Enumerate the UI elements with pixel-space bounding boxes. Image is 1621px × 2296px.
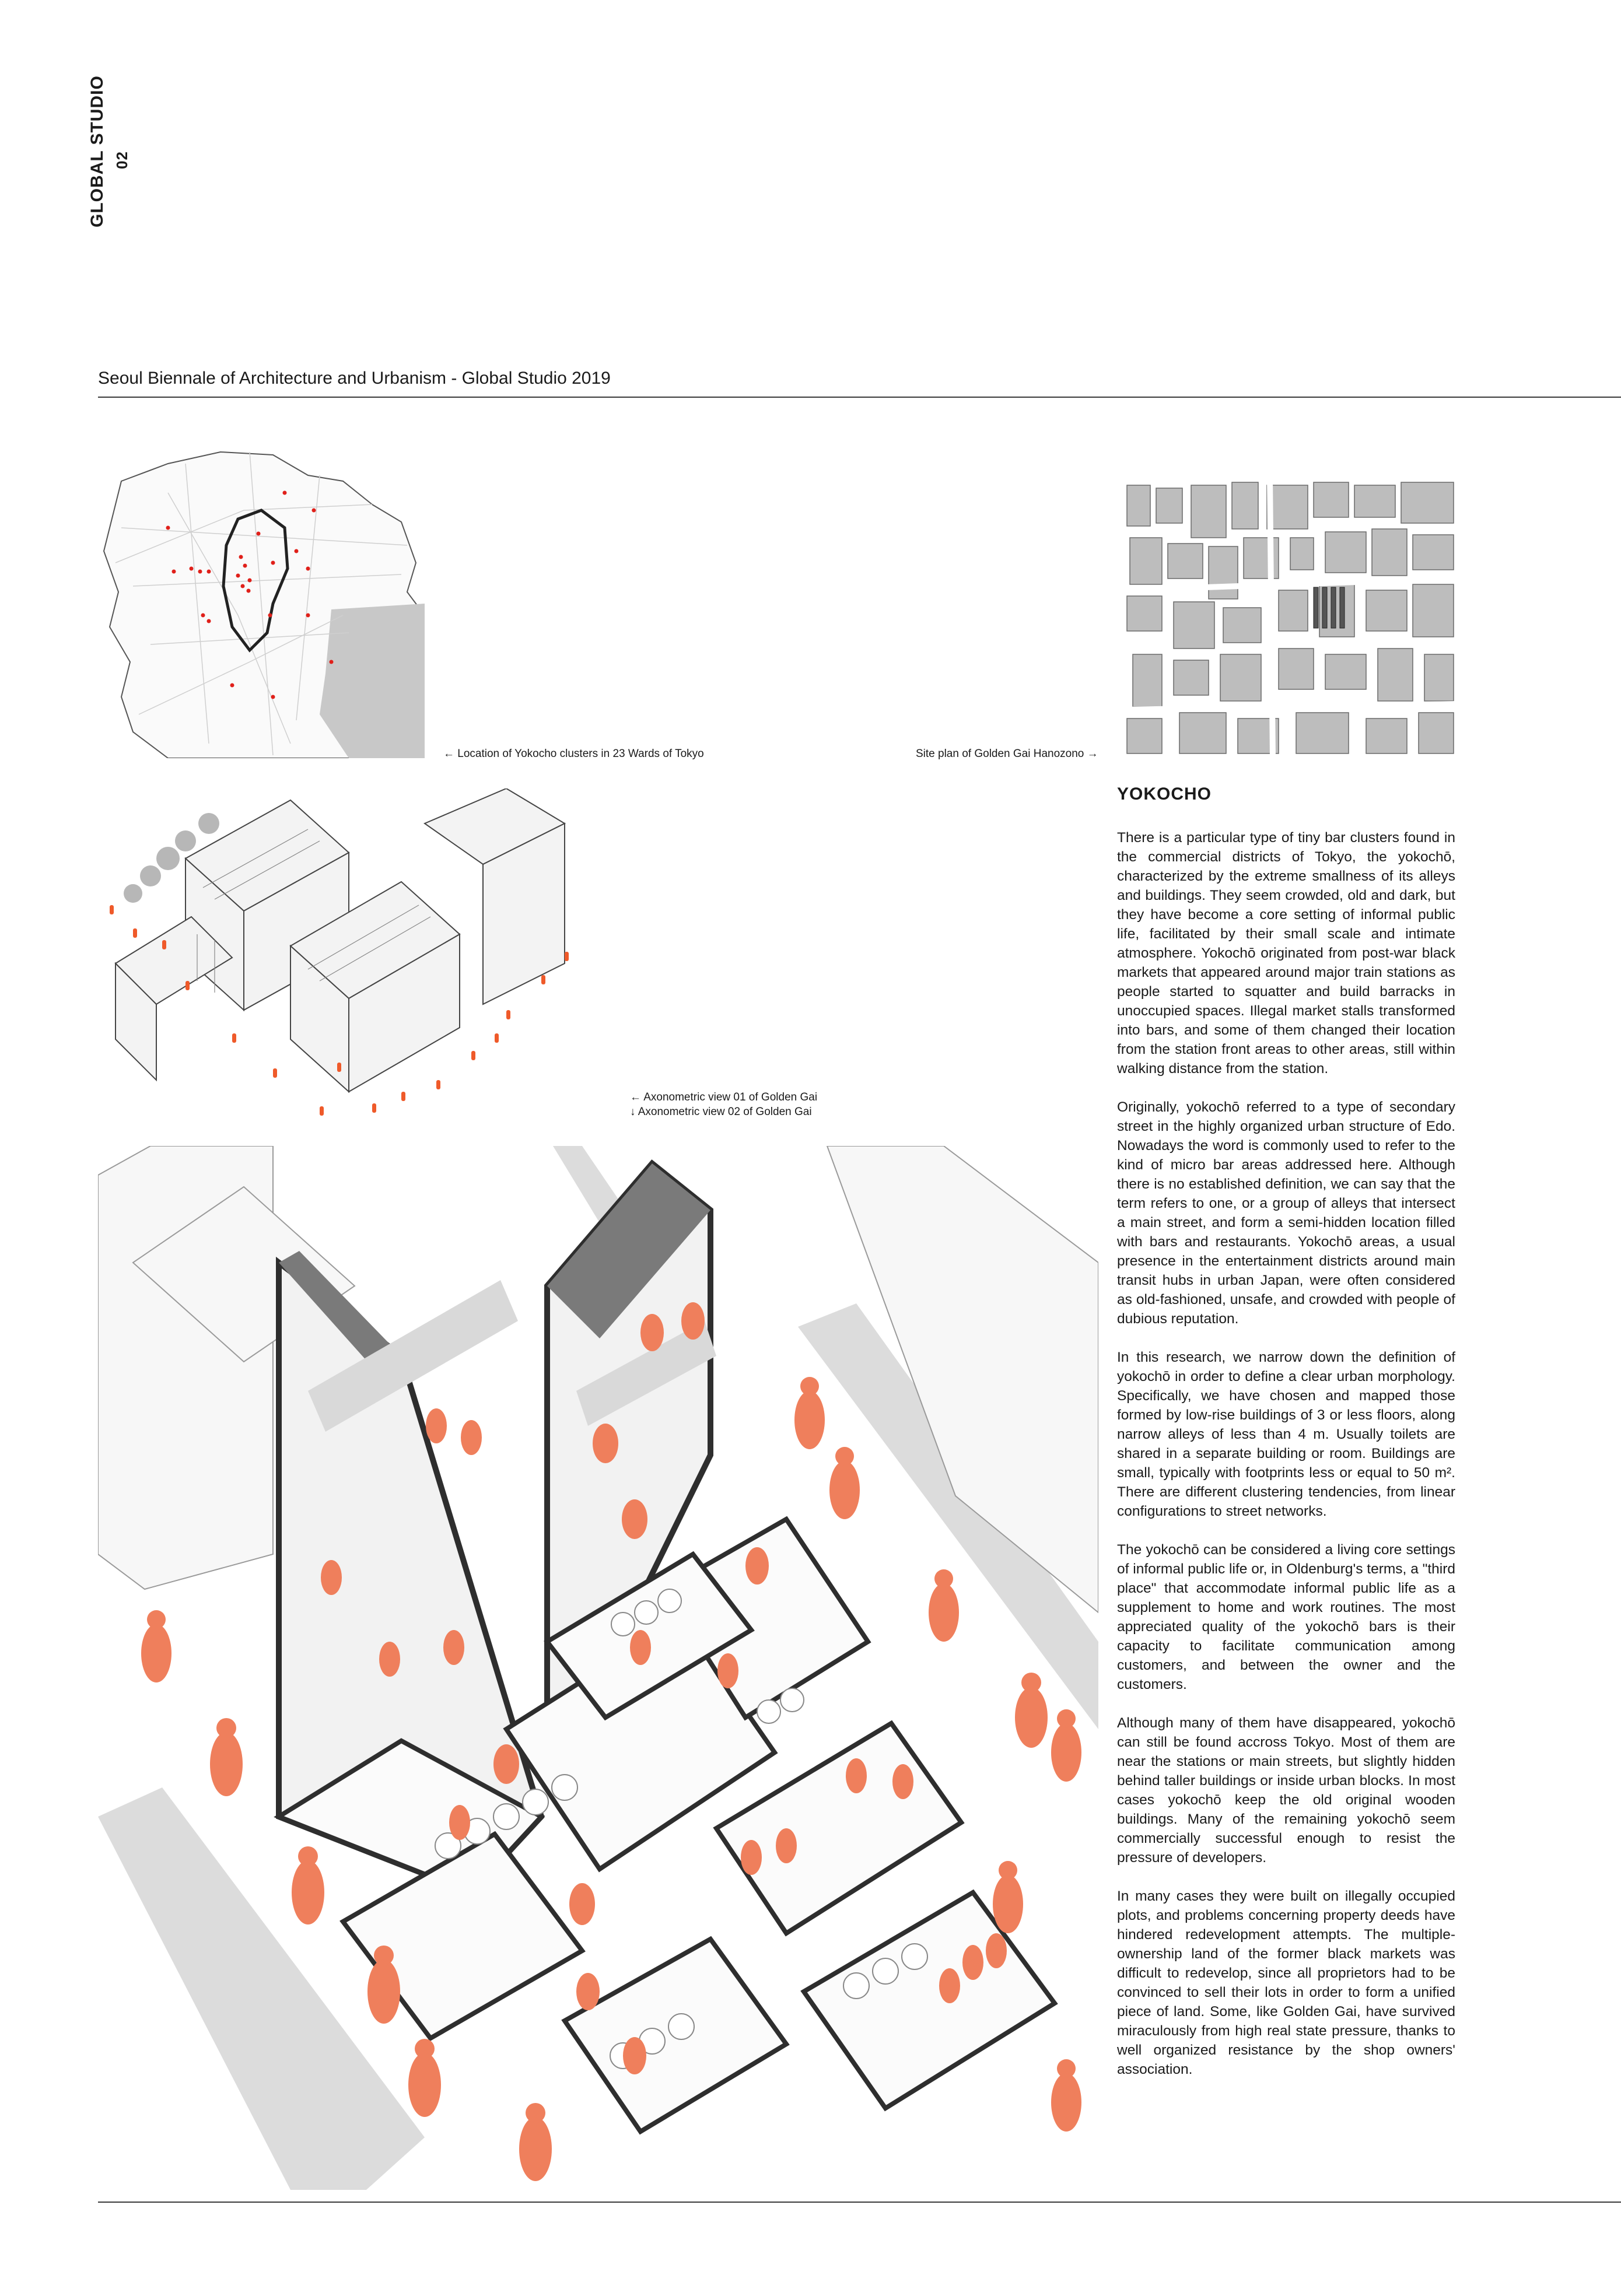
article-paragraph-3: In this research, we narrow down the definition of yokochō in order to define a clear urban morphology. Specifically, we have chosen and mapped those formed by low-rise buildings of 3 or less floors, along narrow alleys of less than 4 m. Usually toilets are shared in a separate building or room. Buildings are small, typically with footprints less or equal to 50 m². There are different clustering tendencies, from linear configurations to street networks. xyxy=(1117,1349,1455,1519)
axo1-caption: ← Axonometric view 01 of Golden Gai xyxy=(630,1091,818,1103)
footer-rule xyxy=(98,2202,1621,2203)
article-title: YOKOCHO xyxy=(1117,784,1212,804)
axo2-caption: ↓ Axonometric view 02 of Golden Gai xyxy=(630,1106,812,1118)
article-paragraph-2: Originally, yokochō referred to a type of secondary street in the highly organized urban structure of Edo. Nowadays the word is commonly used to refer to the kind of micro bar areas addressed here. Although there is no established definition, we can say that the term refers to one, or a group of alleys that intersect a main street, and form a semi-hidden location filled with bars and restaurants. Yokochō areas, a usual presence in the entertainment districts around main transit hubs in urban Japan, were often considered as old-fashioned, unsafe, and crowded with people of dubious reputation. xyxy=(1117,1099,1455,1327)
article-paragraph-4: The yokochō can be considered a living core settings of informal public life or, in Oldenburg's terms, a "third place" that accommodate informal public life as a supplement to home and work routines. The most appreciated quality of the yokochō bars is their capacity to facilitate communication among customers, and between the owner and the customers. xyxy=(1117,1542,1455,1692)
article-body xyxy=(1117,828,1455,2098)
page-header-title: Seoul Biennale of Architecture and Urbanism - Global Studio 2019 xyxy=(98,369,611,388)
header-rule xyxy=(98,397,1621,398)
studio-number: 02 xyxy=(113,151,131,169)
studio-title: GLOBAL STUDIO xyxy=(87,75,107,227)
map-caption: ← Location of Yokocho clusters in 23 Wards of Tokyo xyxy=(443,748,704,760)
article-paragraph-5: Although many of them have disappeared, yokochō can still be found accross Tokyo. Most of them are near the stations or main streets, but slightly hidden behind taller buildings or inside urban blocks. In most cases yokochō keep the old original wooden buildings. Many of the remaining yokochō seem commercially successful enough to resist the pressure of developers. xyxy=(1117,1715,1455,1866)
tokyo-wards-map xyxy=(98,440,425,758)
axonometric-view-02 xyxy=(98,1146,1098,2190)
article-paragraph-1: There is a particular type of tiny bar clusters found in the commercial districts of Tokyo, the yokochō, characterized by the extreme smallness of its alleys and buildings. They seem crowded, old and dark, but they have become a core setting of informal public life, facilitated by their small scale and intimate atmosphere. Yokochō originated from post-war black markets that appeared around major train stations as people started to squatter and build barracks in unoccupied spaces. Illegal market stalls transformed into bars, and some of them changed their location from the station front areas to other areas, still within walking distance from the station. xyxy=(1117,830,1455,1077)
site-plan-golden-gai xyxy=(1121,479,1458,758)
site-plan-caption: Site plan of Golden Gai Hanozono → xyxy=(916,748,1098,760)
side-label xyxy=(87,70,140,233)
axonometric-view-01 xyxy=(98,788,597,1121)
article-paragraph-6: In many cases they were built on illegally occupied plots, and problems concerning property deeds have hindered redevelopment attempts. The multiple-ownership land of the former black markets was difficult to redevelop, since all proprietors had to be convinced to sell their lots in order to form a unified piece of land. Some, like Golden Gai, have survived miraculously from high real state pressure, thanks to well organized resistance by the shop owners' association. xyxy=(1117,1888,1455,2077)
